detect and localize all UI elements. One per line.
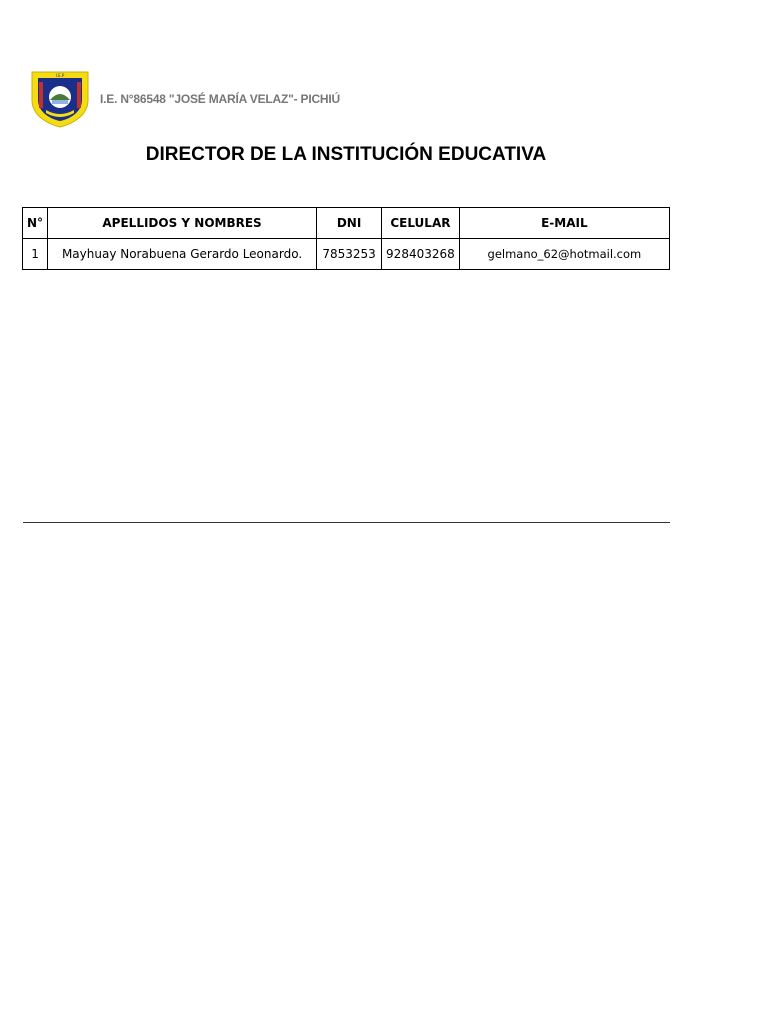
svg-text:I.E.P: I.E.P [55,73,65,78]
school-crest-icon [30,70,90,128]
row-celular: 928403268 [382,239,460,270]
table-row [23,239,670,270]
column-header-dni: DNI [317,208,382,239]
row-dni: 7853253 [317,239,382,270]
page-title: DIRECTOR DE LA INSTITUCIÓN EDUCATIVA [145,144,547,165]
column-header-celular: CELULAR [382,208,460,239]
row-email: gelmano_62@hotmail.com [459,239,669,270]
school-name: I.E. N°86548 "JOSÉ MARÍA VELAZ"- PICHIÚ [100,92,340,106]
column-header-email: E-MAIL [459,208,669,239]
director-table [22,207,670,270]
column-header-number: N° [23,208,48,239]
table-header-row [23,208,670,239]
row-number: 1 [23,239,48,270]
horizontal-divider [23,522,670,523]
row-name: Mayhuay Norabuena Gerardo Leonardo. [48,239,317,270]
column-header-name: APELLIDOS Y NOMBRES [48,208,317,239]
